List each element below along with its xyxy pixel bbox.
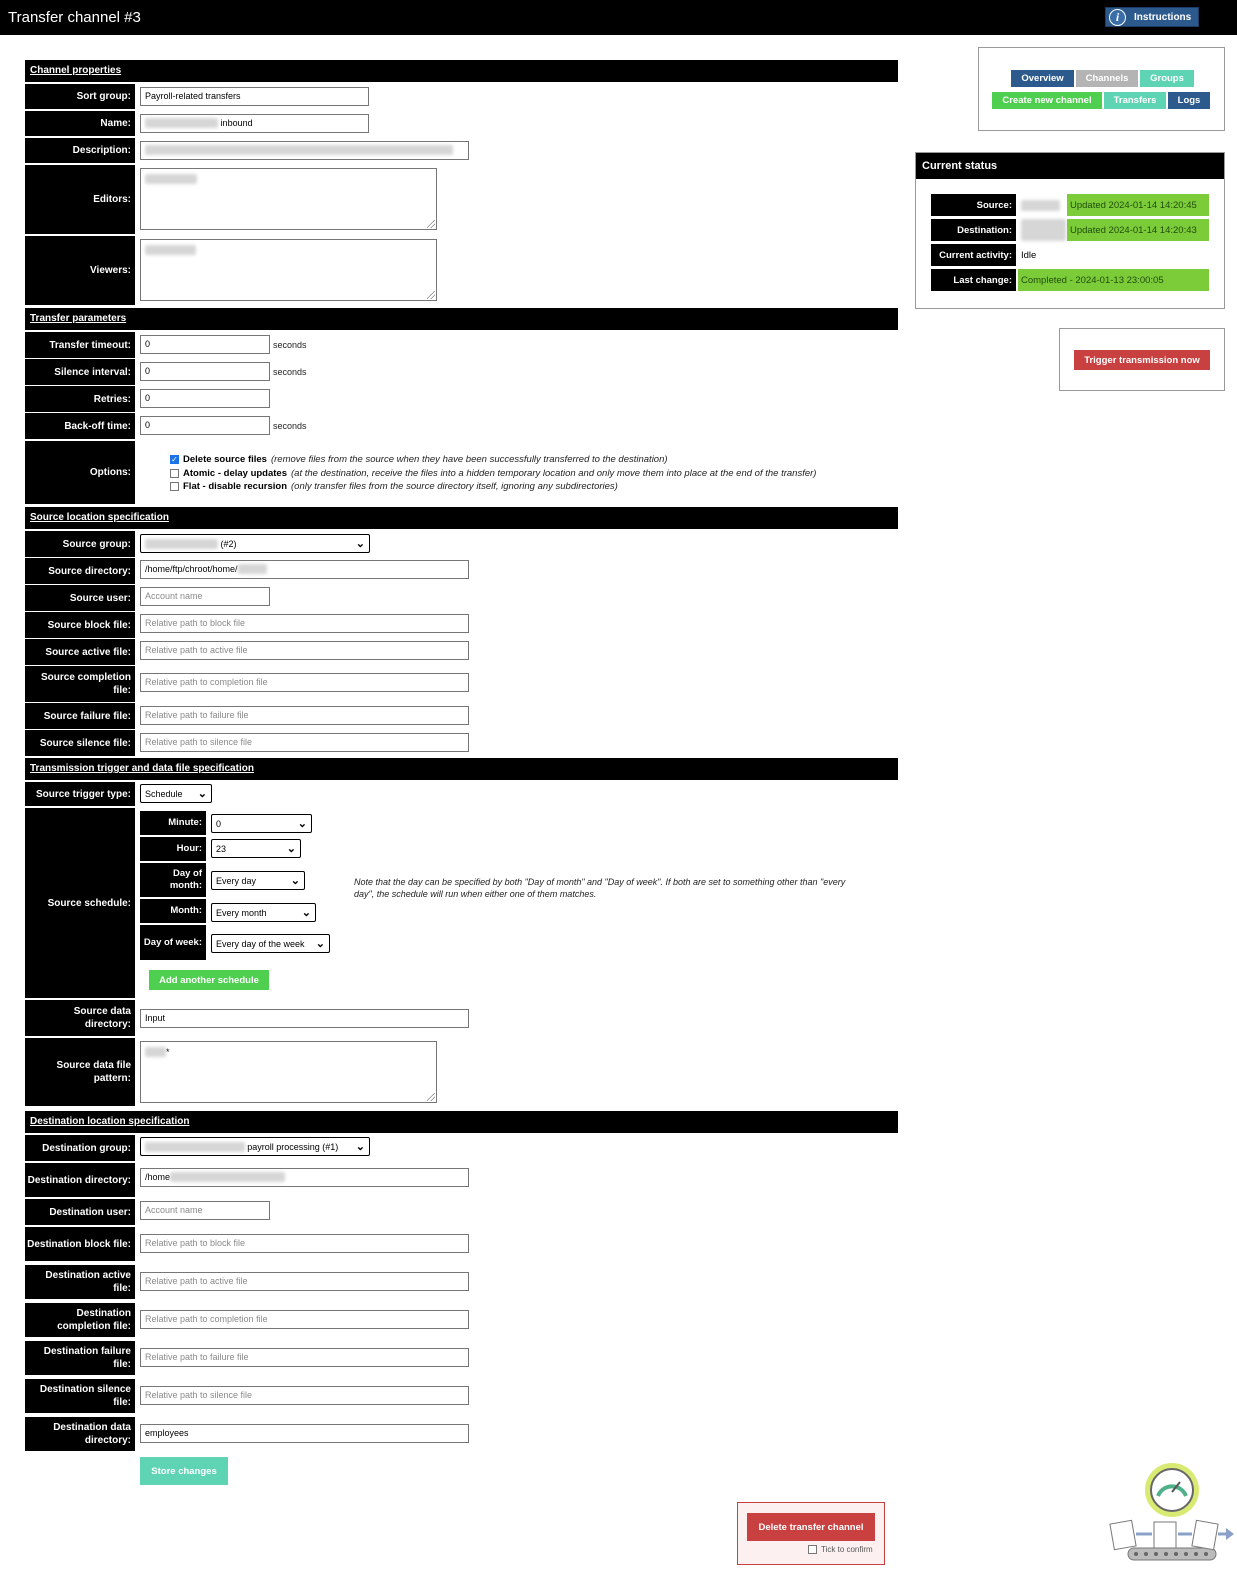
chevron-down-icon: ⌄ [197,788,207,800]
destination-user-label: Destination user: [25,1199,135,1225]
source-group-redacted [145,539,218,549]
transfer-timeout-input[interactable]: 0 [140,335,270,354]
destination-completion-label: Destination completion file: [25,1303,135,1337]
destination-active-label: Destination active file: [25,1265,135,1299]
destination-silence-input[interactable]: Relative path to silence file [140,1386,469,1405]
destination-block-label: Destination block file: [25,1227,135,1261]
resize-grip[interactable] [427,1093,435,1101]
source-data-file-pattern-label: Source data file pattern: [25,1038,135,1106]
destination-silence-label: Destination silence file: [25,1379,135,1413]
month-select[interactable]: Every month ⌄ [211,903,316,922]
source-user-input[interactable]: Account name [140,587,270,606]
checkbox[interactable] [170,469,179,478]
transfer-logo-icon [1108,1460,1236,1565]
silence-interval-label: Silence interval: [25,359,135,385]
day-of-month-label: Day of month: [140,863,206,897]
add-schedule-button[interactable]: Add another schedule [149,970,269,990]
status-source-value: Updated 2024-01-14 14:20:45 [1067,194,1209,216]
source-completion-input[interactable]: Relative path to completion file [140,673,469,692]
chevron-down-icon: ⌄ [301,907,311,919]
day-of-week-select[interactable]: Every day of the week ⌄ [211,934,330,953]
section-channel-properties: Channel properties [25,60,898,82]
source-schedule-label: Source schedule: [25,808,135,998]
silence-interval-input[interactable]: 0 [140,362,270,381]
status-destination-value: Updated 2024-01-14 14:20:43 [1067,219,1209,241]
source-silence-input[interactable]: Relative path to silence file [140,733,469,752]
seconds-unit: seconds [273,421,307,431]
instructions-button[interactable] [1105,7,1199,27]
nav-logs-button[interactable]: Logs [1168,92,1210,109]
source-data-file-pattern-textarea[interactable]: * [140,1041,437,1103]
description-label: Description: [25,138,135,163]
source-group-select[interactable]: (#2) ⌄ [140,534,370,553]
month-label: Month: [140,899,206,923]
nav-transfers-button[interactable]: Transfers [1104,92,1166,109]
source-directory-input[interactable]: /home/ftp/chroot/home/ [140,560,469,579]
source-block-input[interactable]: Relative path to block file [140,614,469,633]
status-last-change-label: Last change: [931,269,1016,291]
backoff-time-input[interactable]: 0 [140,416,270,435]
top-bar [0,0,1237,35]
status-destination-label: Destination: [931,219,1016,241]
trigger-transmission-button[interactable]: Trigger transmission now [1074,350,1210,370]
pattern-redacted [145,1047,166,1057]
source-failure-input[interactable]: Relative path to failure file [140,706,469,725]
nav-overview-button[interactable]: Overview [1011,70,1074,87]
destination-group-redacted [145,1142,245,1152]
source-directory-redacted [238,564,267,574]
destination-user-input[interactable]: Account name [140,1201,270,1220]
seconds-unit: seconds [273,340,307,350]
viewers-textarea[interactable] [140,239,437,301]
status-destination-name [1018,219,1066,241]
name-label: Name: [25,111,135,136]
transfer-timeout-label: Transfer timeout: [25,332,135,358]
source-silence-label: Source silence file: [25,730,135,756]
editors-label: Editors: [25,165,135,234]
section-source-location: Source location specification [25,507,898,529]
nav-groups-button[interactable]: Groups [1140,70,1194,87]
minute-select[interactable]: 0 ⌄ [211,814,312,833]
chevron-down-icon: ⌄ [355,538,365,550]
viewers-label: Viewers: [25,236,135,305]
day-of-week-label: Day of week: [140,925,206,960]
destination-directory-redacted [170,1172,285,1182]
source-data-directory-input[interactable]: Input [140,1009,469,1028]
source-data-directory-label: Source data directory: [25,1000,135,1036]
destination-completion-input[interactable]: Relative path to completion file [140,1310,469,1329]
source-group-label: Source group: [25,531,135,557]
sort-group-input[interactable]: Payroll-related transfers [140,87,369,106]
chevron-down-icon: ⌄ [355,1141,365,1153]
source-active-input[interactable]: Relative path to active file [140,641,469,660]
source-user-label: Source user: [25,585,135,611]
source-trigger-type-label: Source trigger type: [25,782,135,806]
name-redacted [145,118,218,128]
info-icon: i [1109,9,1126,26]
resize-grip[interactable] [427,291,435,299]
sort-group-label: Sort group: [25,84,135,109]
section-destination-location: Destination location specification [25,1111,898,1133]
retries-input[interactable]: 0 [140,389,270,408]
hour-label: Hour: [140,837,206,861]
delete-panel [737,1502,885,1565]
editors-textarea[interactable] [140,168,437,230]
chevron-down-icon: ⌄ [315,938,325,950]
destination-data-directory-input[interactable]: employees [140,1424,469,1443]
chevron-down-icon: ⌄ [297,818,307,830]
destination-directory-input[interactable]: /home [140,1168,469,1187]
checkbox[interactable] [808,1545,817,1554]
section-trigger: Transmission trigger and data file specification [25,758,898,780]
description-redacted [145,145,453,155]
source-directory-label: Source directory: [25,558,135,584]
page-title: Transfer channel #3 [8,9,141,26]
nav-channels-button[interactable]: Channels [1076,70,1138,87]
minute-label: Minute: [140,811,206,835]
destination-group-select[interactable]: payroll processing (#1) ⌄ [140,1137,370,1156]
status-activity-value: Idle [1021,249,1037,261]
checkbox[interactable] [170,482,179,491]
destination-block-input[interactable]: Relative path to block file [140,1234,469,1253]
destination-group-label: Destination group: [25,1135,135,1161]
destination-directory-label: Destination directory: [25,1163,135,1197]
status-activity-label: Current activity: [931,244,1016,266]
destination-failure-label: Destination failure file: [25,1341,135,1375]
delete-channel-button[interactable]: Delete transfer channel [747,1513,875,1541]
backoff-time-label: Back-off time: [25,413,135,439]
trigger-panel [1059,328,1225,391]
description-input[interactable] [140,141,469,160]
status-title: Current status [916,153,1224,179]
status-last-change-value: Completed - 2024-01-13 23:00:05 [1018,269,1209,291]
schedule-note: Note that the day can be specified by both "Day of month" and "Day of week". If both are set to something other than "every day", the schedule will run when either one of them matches. [354,877,846,899]
status-source-name [1018,194,1066,216]
source-block-label: Source block file: [25,612,135,638]
status-source-label: Source: [931,194,1016,216]
option-flat[interactable]: Flat - disable recursion (only transfer files from the source directory itself, ignoring any subdirectories) [170,481,618,492]
option-delete-source[interactable]: ✓ Delete source files (remove files from the source when they have been successfully transferred to the destination) [171,454,668,465]
chevron-down-icon: ⌄ [286,843,296,855]
store-changes-button[interactable]: Store changes [140,1457,228,1485]
name-input[interactable] [140,114,369,133]
destination-failure-input[interactable]: Relative path to failure file [140,1348,469,1367]
resize-grip[interactable] [427,220,435,228]
navigation-panel [978,47,1225,131]
section-transfer-parameters: Transfer parameters [25,308,898,330]
checkbox-checked[interactable]: ✓ [171,455,178,464]
confirm-checkbox-row[interactable]: Tick to confirm [808,1545,873,1554]
name-suffix: inbound [220,118,253,128]
options-label: Options: [25,441,135,504]
instructions-label: Instructions [1134,11,1192,23]
source-failure-label: Source failure file: [25,703,135,729]
retries-label: Retries: [25,386,135,412]
option-atomic[interactable]: Atomic - delay updates (at the destination, receive the files into a hidden temporary location and only move them into place at the end of the transfer) [170,468,816,479]
viewers-redacted [145,245,196,255]
nav-create-channel-button[interactable]: Create new channel [992,92,1102,109]
hour-select[interactable]: 23 ⌄ [211,839,301,858]
source-active-label: Source active file: [25,639,135,665]
seconds-unit: seconds [273,367,307,377]
source-trigger-type-select[interactable]: Schedule ⌄ [140,784,212,803]
chevron-down-icon: ⌄ [290,875,300,887]
destination-active-input[interactable]: Relative path to active file [140,1272,469,1291]
day-of-month-select[interactable]: Every day ⌄ [211,871,305,890]
editors-redacted [145,174,197,184]
destination-data-directory-label: Destination data directory: [25,1417,135,1451]
source-completion-label: Source completion file: [25,666,135,702]
